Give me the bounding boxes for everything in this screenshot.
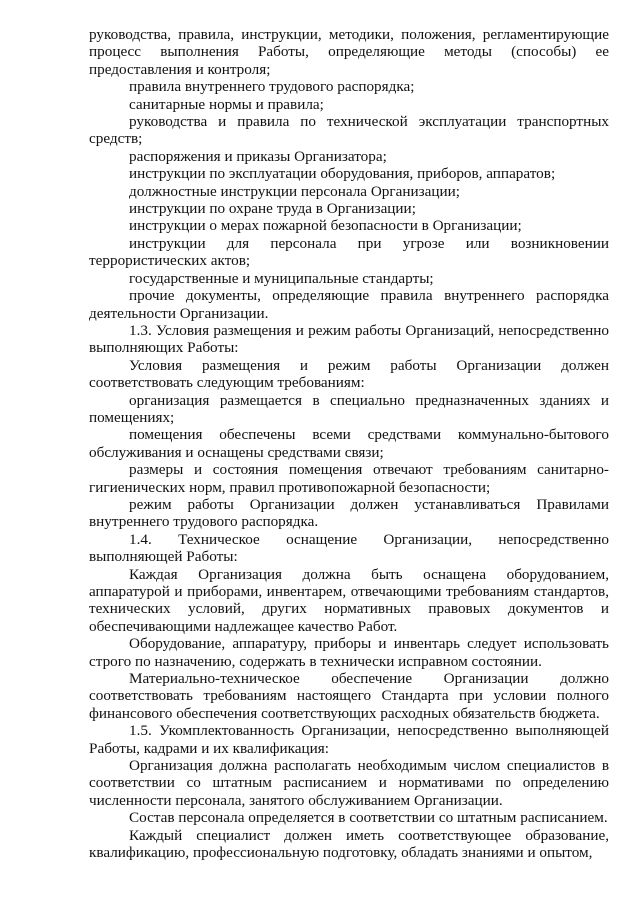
paragraph-premises-equipped: помещения обеспечены всеми средствами коммунально-бытового обслуживания и оснащены средствами связи; [89, 426, 609, 461]
paragraph-material-support: Материально-техническое обеспечение Организации должно соответствовать требованиям настоящего Стандарта при условии полного финансового обеспечения соответствующих расходных обязательств бюджета. [89, 670, 609, 722]
paragraph-staffing: Организация должна располагать необходимым числом специалистов в соответствии со штатным расписанием и нормативами по определению численности персонала, занятого обслуживанием Организации. [89, 757, 609, 809]
paragraph-placement-conditions: Условия размещения и режим работы Организации должен соответствовать следующим требованиям: [89, 356, 609, 392]
paragraph-terrorism-instructions: инструкции для персонала при угрозе или возникновении террористических актов; [89, 234, 609, 270]
paragraph-equipment-requirements: Каждая Организация должна быть оснащена оборудованием, аппаратурой и приборами, инвентарем, отвечающими требованиям стандартов, технических условий, других нормативных правовых документов и обеспечивающими надлежащее качество Работ. [89, 565, 609, 635]
paragraph-specialist-qualification: Каждый специалист должен иметь соответствующее образование, квалификацию, профессиональную подготовку, обладать знаниями и опытом, [89, 826, 609, 862]
paragraph-premises-size: размеры и состояния помещения отвечают требованиям санитарно-гигиенических норм, правил противопожарной безопасности; [89, 461, 609, 496]
section-heading-1-4: 1.4. Техническое оснащение Организации, непосредственно выполняющей Работы: [89, 530, 609, 566]
paragraph-other-documents: прочие документы, определяющие правила внутреннего распорядка деятельности Организации. [89, 287, 609, 322]
paragraph-buildings: организация размещается в специально предназначенных зданиях и помещениях; [89, 391, 609, 426]
paragraph-transport-manuals: руководства и правила по технической эксплуатации транспортных средств; [89, 113, 609, 148]
paragraph-job-instructions: должностные инструкции персонала Организации; [129, 182, 460, 200]
section-heading-1-3: 1.3. Условия размещения и режим работы Организаций, непосредственно выполняющих Работы: [89, 321, 609, 357]
paragraph-documents-list: руководства, правила, инструкции, методики, положения, регламентирующие процесс выполнения Работы, определяющие методы (способы) ее предоставления и контроля; [89, 26, 609, 78]
paragraph-work-schedule: режим работы Организации должен устанавливаться Правилами внутреннего трудового распорядка. [89, 495, 609, 531]
paragraph-internal-rules: правила внутреннего трудового распорядка; [129, 78, 415, 96]
paragraph-equipment-usage: Оборудование, аппаратуру, приборы и инвентарь следует использовать строго по назначению, содержать в технически исправном состоянии. [89, 635, 609, 670]
document-page [89, 26, 609, 862]
section-heading-1-5: 1.5. Укомплектованность Организации, непосредственно выполняющей Работы, кадрами и их квалификация: [89, 722, 609, 757]
paragraph-organizer-orders: распоряжения и приказы Организатора; [129, 147, 387, 165]
paragraph-sanitary-norms: санитарные нормы и правила; [129, 95, 324, 113]
paragraph-staff-composition: Состав персонала определяется в соответствии со штатным расписанием. [129, 809, 608, 827]
paragraph-standards: государственные и муниципальные стандарты; [129, 269, 434, 287]
paragraph-fire-safety: инструкции о мерах пожарной безопасности в Организации; [129, 217, 522, 235]
paragraph-labor-safety: инструкции по охране труда в Организации; [129, 200, 416, 218]
paragraph-equipment-instructions: инструкции по эксплуатации оборудования, приборов, аппаратов; [129, 165, 556, 183]
